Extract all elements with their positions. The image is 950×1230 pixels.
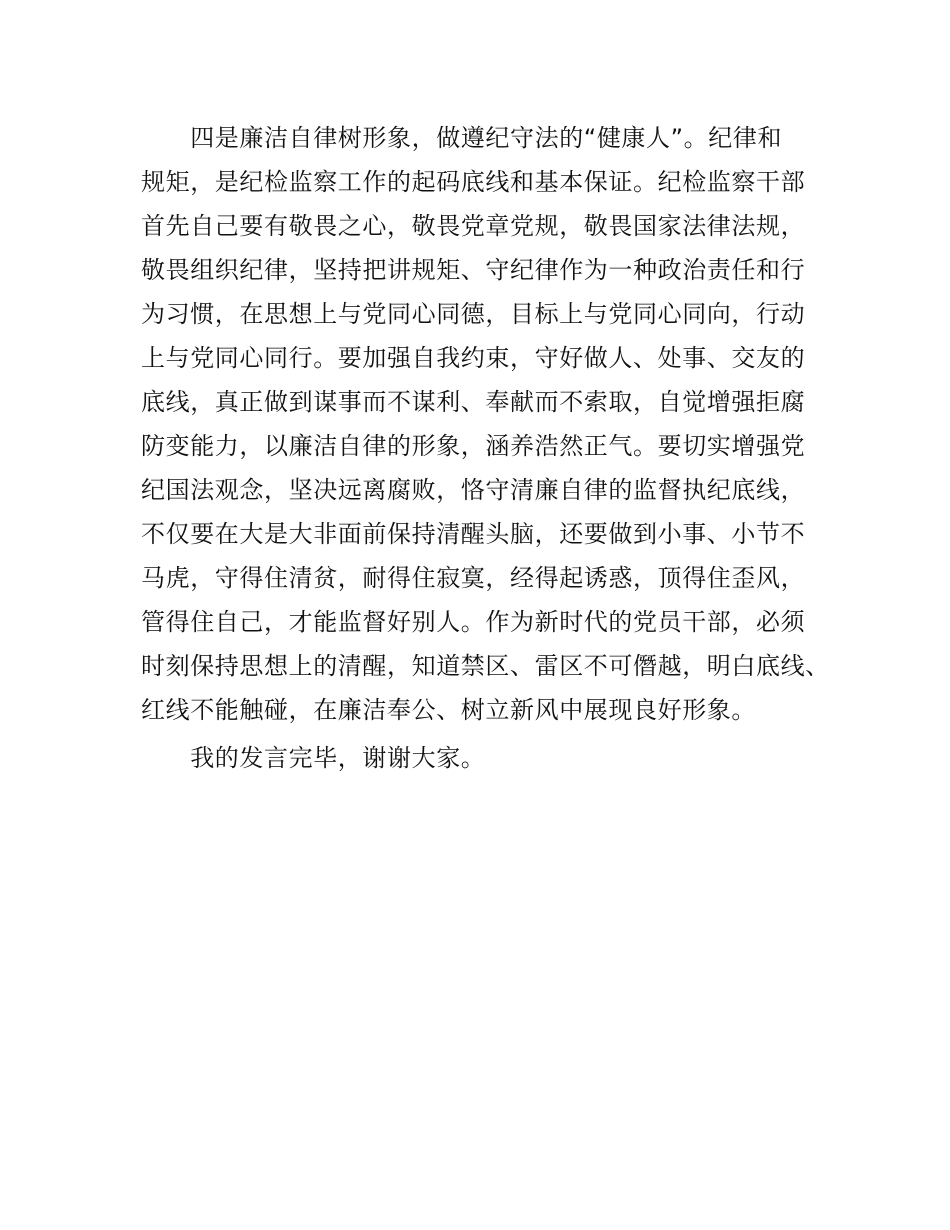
- text-line: 纪国法观念，坚决远离腐败，恪守清廉自律的监督执纪底线，: [141, 476, 806, 504]
- text-line: 规矩，是纪检监察工作的起码底线和基本保证。纪检监察干部: [141, 168, 806, 196]
- text-line: 红线不能触碰，在廉洁奉公、树立新风中展现良好形象。: [141, 696, 756, 724]
- text-line: 马虎，守得住清贫，耐得住寂寞，经得起诱惑，顶得住歪风，: [141, 564, 806, 592]
- text-line: 不仅要在大是大非面前保持清醒头脑，还要做到小事、小节不: [141, 520, 806, 548]
- text-line: 首先自己要有敬畏之心，敬畏党章党规，敬畏国家法律法规，: [141, 212, 806, 240]
- text-line: 管得住自己，才能监督好别人。作为新时代的党员干部，必须: [141, 608, 806, 636]
- text-line: 为习惯，在思想上与党同心同德，目标上与党同心同向，行动: [141, 300, 806, 328]
- text-line: 底线，真正做到谋事而不谋利、奉献而不索取，自觉增强拒腐: [141, 388, 806, 416]
- text-line: 上与党同心同行。要加强自我约束，守好做人、处事、交友的: [141, 344, 806, 372]
- text-line: 四是廉洁自律树形象，做遵纪守法的“健康人”。纪律和: [141, 124, 783, 152]
- text-line: 防变能力，以廉洁自律的形象，涵养浩然正气。要切实增强党: [141, 432, 806, 460]
- closing-line: 我的发言完毕，谢谢大家。: [141, 744, 486, 772]
- text-line: 时刻保持思想上的清醒，知道禁区、雷区不可僭越，明白底线、: [141, 652, 830, 680]
- text-line: 敬畏组织纪律，坚持把讲规矩、守纪律作为一种政治责任和行: [141, 256, 806, 284]
